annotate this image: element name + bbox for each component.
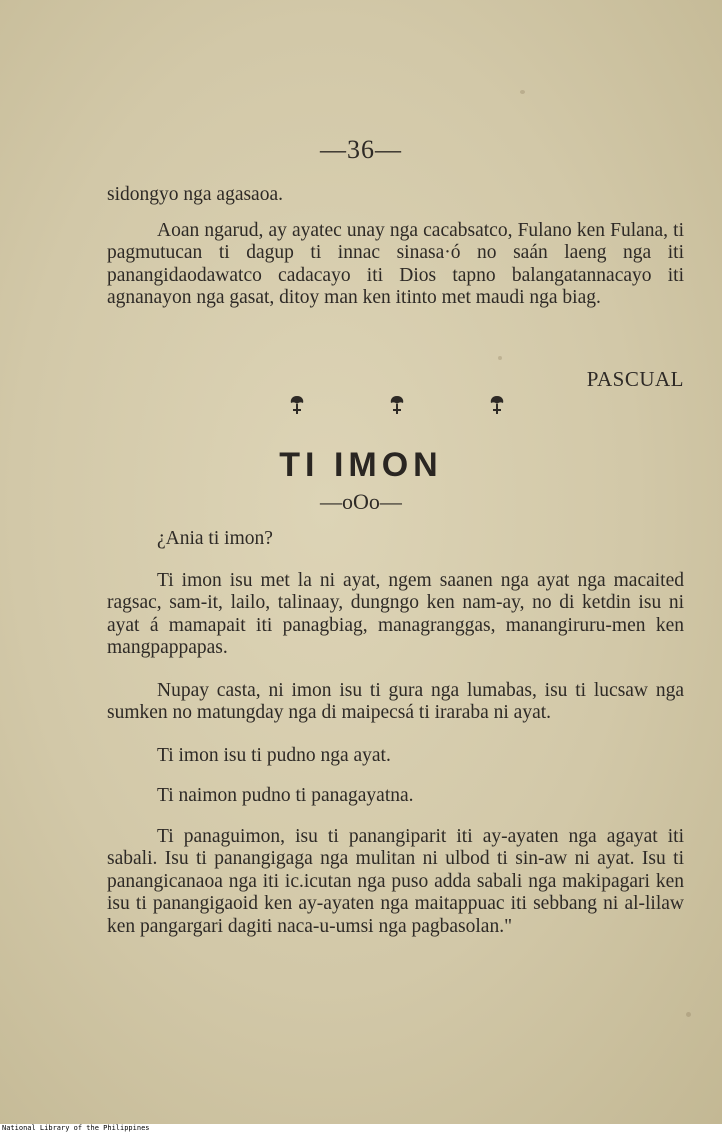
paragraph: Ti imon isu met la ni ayat, ngem saanen nga ayat nga macaited ragsac, sam-it, lailo, talinaay, dungngo ken nam-ay, no di ketdin isu ni ayat á mamapait iti panagbiag, managranggas, manangiruru-men ken mangpappapas. xyxy=(107,569,684,658)
title-ornament: —oOo— xyxy=(320,489,402,514)
library-footer: National Library of the Philippines xyxy=(2,1124,150,1132)
paper-blemish xyxy=(498,356,502,360)
page-number: —36— xyxy=(320,135,402,164)
paragraph: Ti panaguimon, isu ti panangiparit iti ay-ayaten nga agayat iti sabali. Isu ti panangigaga nga mulitan ni ulbod ti sin-aw ni ayat. Isu ti panangicanaoa nga iti ic.icutan nga puso adda sabali nga makipagari ken isu ti panangigaoid ken ay-ayaten nga maitappuac iti sebbang ni al-lilaw ken pangargari dagiti naca-u-umsi nga pagbasolan." xyxy=(107,825,684,937)
section-body xyxy=(107,528,684,954)
fleuron-icon xyxy=(387,394,407,416)
paragraph-letter: Aoan ngarud, ay ayatec unay nga cacabsatco, Fulano ken Fulana, ti pagmutucan ti dagup ti innac sinasa·ó no saán laeng nga iti panangidaodawatco cadacayo iti Dios tapno balangatannacayo iti agnanayon nga gasat, ditoy man ken itinto met maudi nga biag. xyxy=(107,219,684,308)
paragraph: Ti imon isu ti pudno nga ayat. xyxy=(157,744,391,766)
signature: PASCUAL xyxy=(586,367,684,391)
paragraph: Nupay casta, ni imon isu ti gura nga lumabas, isu ti lucsaw nga sumken no matungday nga di maipecsá ti iraraba ni ayat. xyxy=(107,679,684,723)
paragraph: Ti naimon pudno ti panagayatna. xyxy=(157,785,414,806)
fleuron-icon xyxy=(487,394,507,416)
fleuron-icon xyxy=(287,394,307,416)
section-divider xyxy=(0,394,722,418)
paragraph-question: ¿Ania ti imon? xyxy=(157,528,273,549)
letter-closing xyxy=(107,184,684,326)
paper-blemish xyxy=(520,90,525,94)
paragraph-continuation: sidongyo nga agasaoa. xyxy=(107,184,283,205)
section-title: TI IMON xyxy=(279,446,443,484)
paper-blemish xyxy=(686,1012,691,1017)
